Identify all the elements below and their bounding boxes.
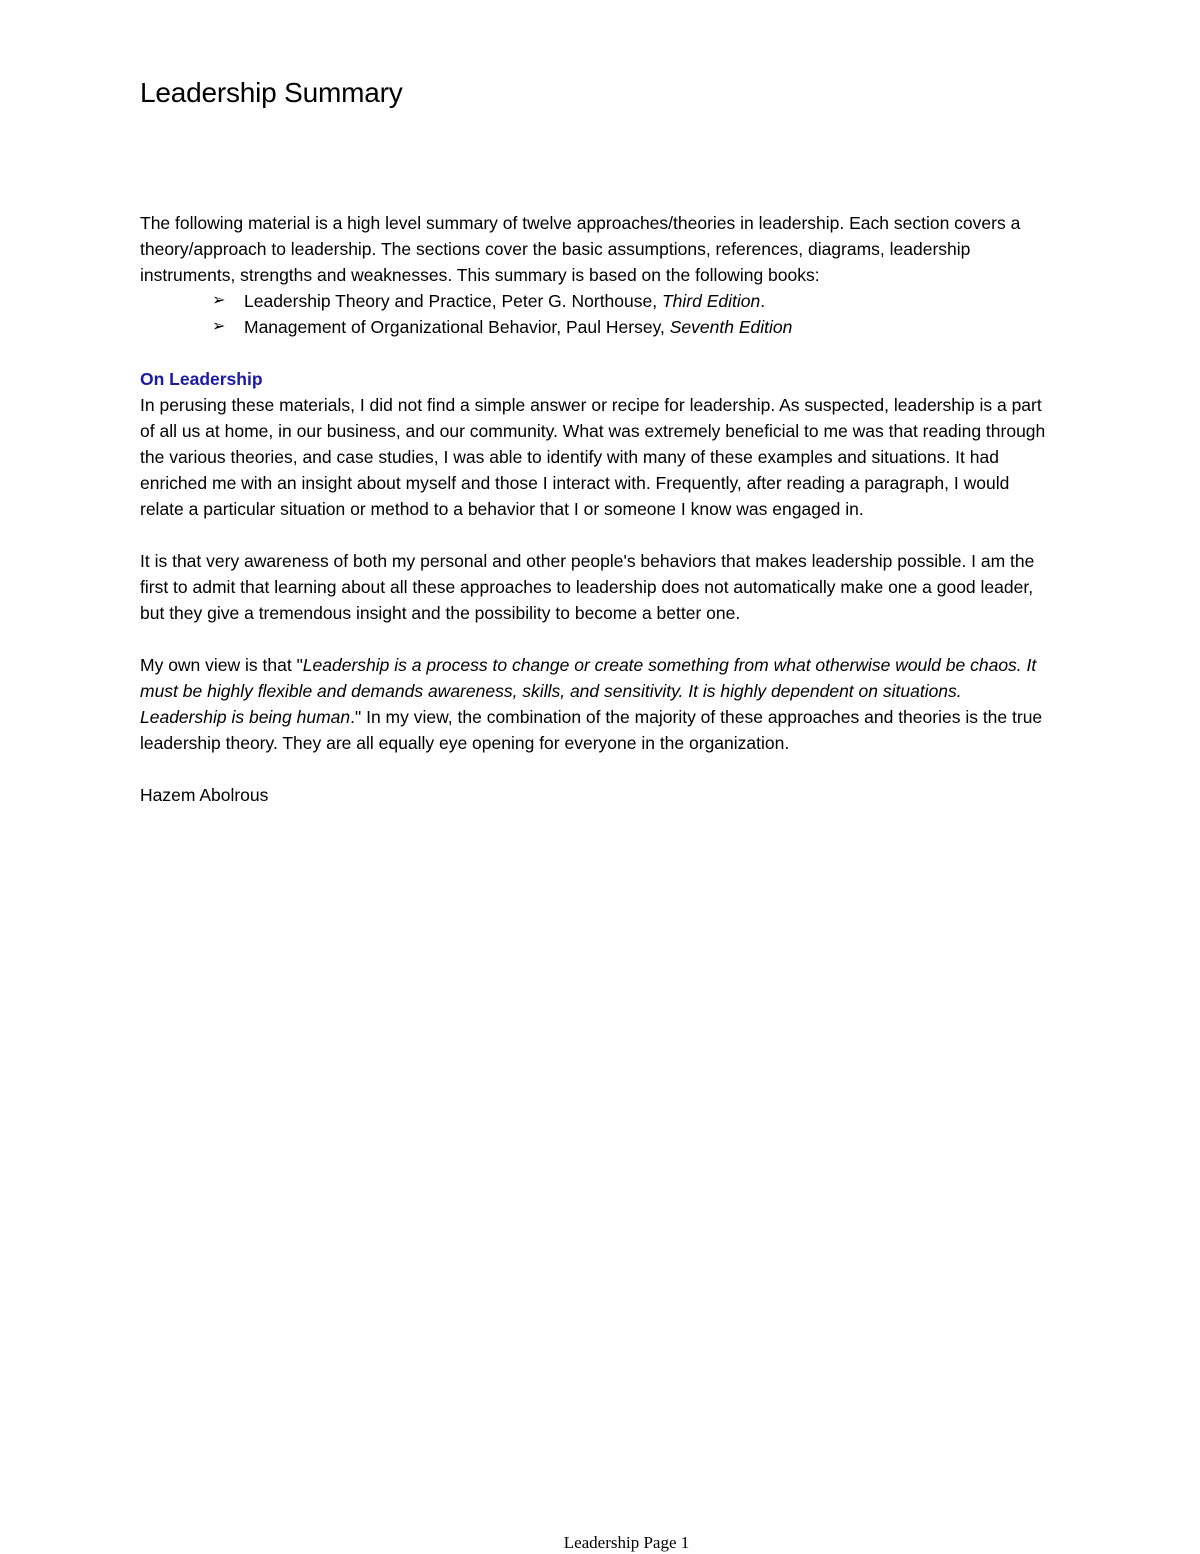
arrow-bullet-icon: ➢ xyxy=(212,318,226,335)
arrow-bullet-icon: ➢ xyxy=(212,292,226,309)
paragraph-awareness: It is that very awareness of both my personal and other people's behaviors that makes leadership possible. I am the first to admit that learning about all these approaches to leadership does not automatically make one a good leader, but they give a tremendous insight and the possibility to become a better one. xyxy=(140,551,1035,623)
section-heading: On Leadership xyxy=(140,369,263,389)
leadership-quote: Leadership is a process to change or create something from what otherwise would be chaos. It must be highly flexible and demands awareness, skills, and sensitivity. It is highly dependent on situations. Leadership is being human xyxy=(140,655,1037,727)
document-body xyxy=(140,210,1050,808)
list-item xyxy=(212,288,1050,314)
book-title: Leadership Theory and Practice, Peter G. Northouse, xyxy=(244,291,662,311)
quote-suffix: ." In my view, the combination of the majority of these approaches and theories is the true leadership theory. They are all equally eye opening for everyone in the organization. xyxy=(140,707,1043,753)
quote-prefix: My own view is that " xyxy=(140,655,303,675)
paragraph-own-view xyxy=(140,652,1050,756)
book-list xyxy=(140,288,1050,340)
book-edition: Seventh Edition xyxy=(669,317,793,337)
signature: Hazem Abolrous xyxy=(140,785,269,805)
book-suffix: . xyxy=(760,291,766,311)
list-item xyxy=(212,314,1050,340)
book-edition: Third Edition xyxy=(661,291,761,311)
page-title: Leadership Summary xyxy=(140,77,403,108)
paragraph-perusing: In perusing these materials, I did not find a simple answer or recipe for leadership. As suspected, leadership is a part of all us at home, in our business, and our community. What was extremely beneficial to me was that reading through the various theories, and case studies, I was able to identify with many of these examples and situations. It had enriched me with an insight about myself and those I interact with. Frequently, after reading a paragraph, I would relate a particular situation or method to a behavior that I or someone I know was engaged in. xyxy=(140,395,1046,519)
page-footer: Leadership Page 1 xyxy=(563,1533,690,1552)
intro-paragraph: The following material is a high level summary of twelve approaches/theories in leadership. Each section covers a theory/approach to leadership. The sections cover the basic assumptions, references, diagrams, leadership instruments, strengths and weaknesses. This summary is based on the following books: xyxy=(140,213,1021,285)
book-title: Management of Organizational Behavior, Paul Hersey, xyxy=(244,317,670,337)
